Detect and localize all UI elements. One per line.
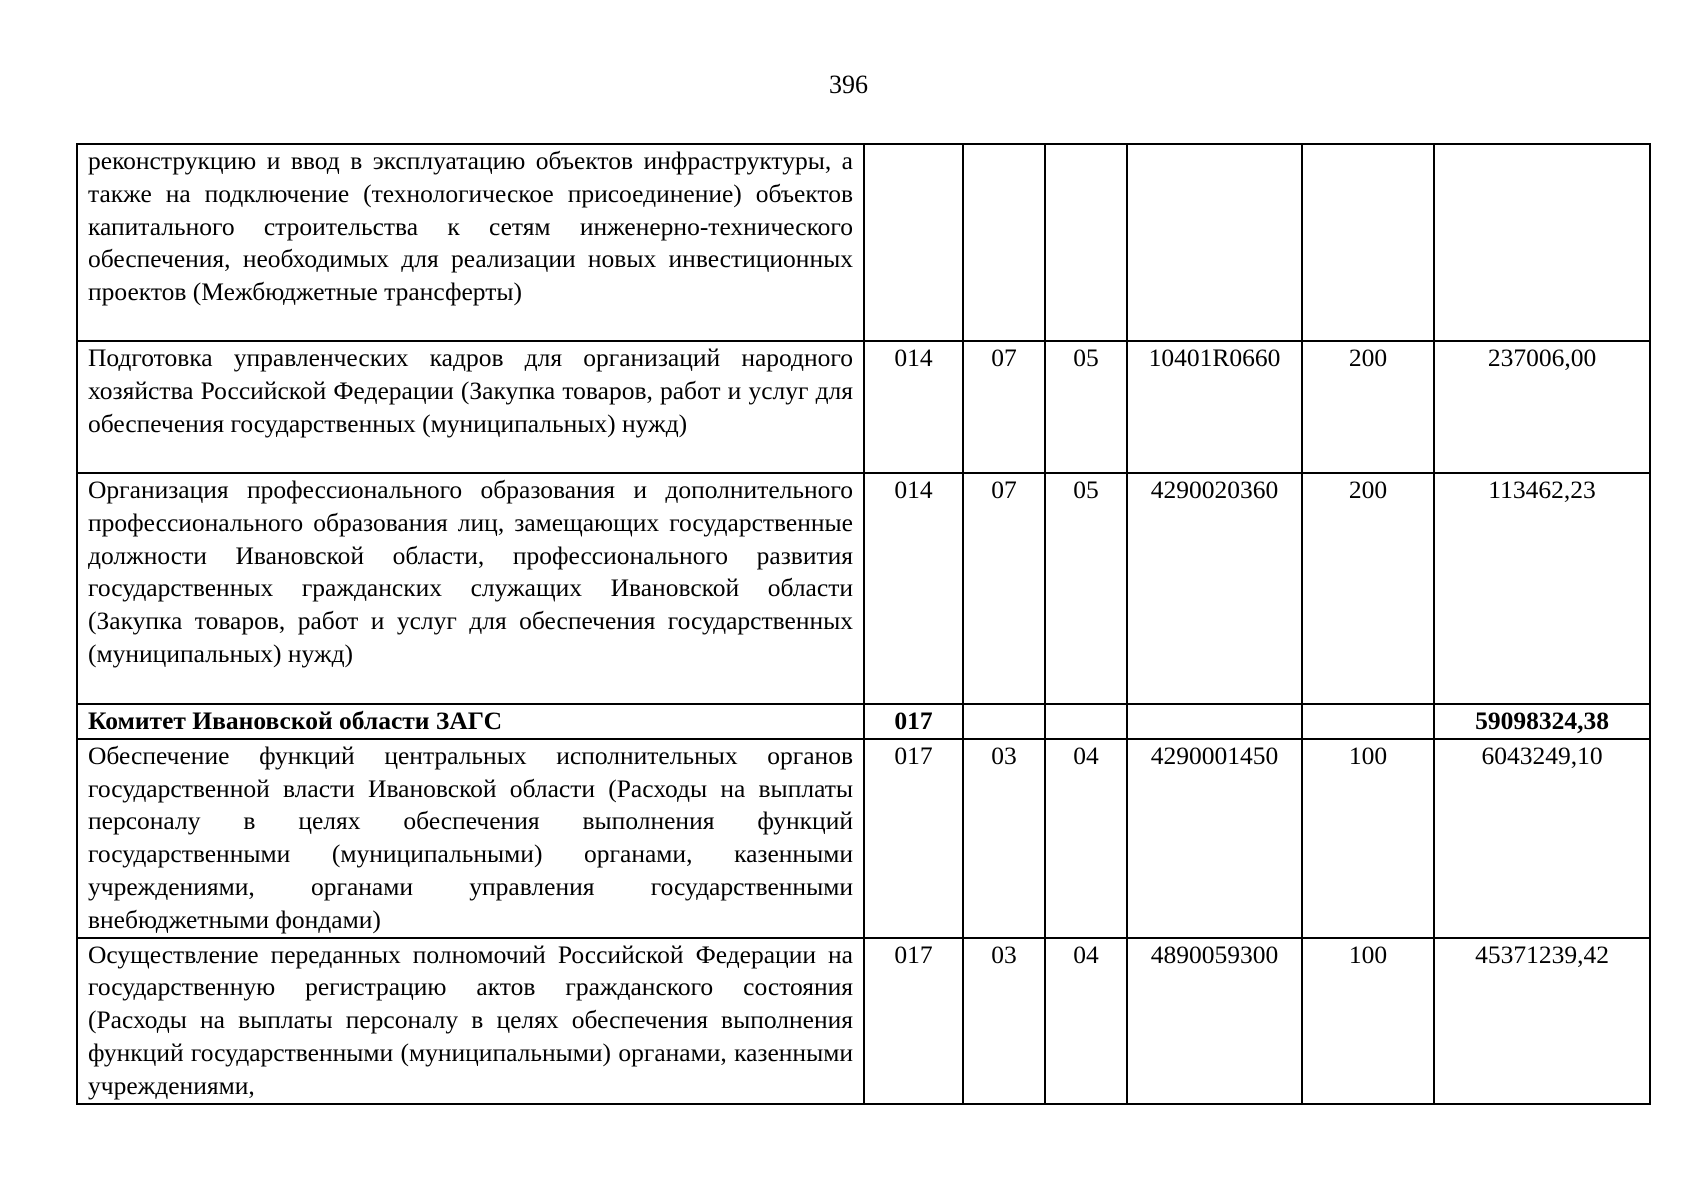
table-row xyxy=(77,938,1650,1104)
page-number: 396 xyxy=(829,70,868,99)
amount: 237006,00 xyxy=(1434,341,1650,473)
row-name: Организация профессионального образования и дополнительного профессионального образования лиц, замещающих государственные должности Ивановской области, профессионального развития государственных гражданских служащих Ивановской области (Закупка товаров, работ и услуг для обеспечения государственных (муниципальных) нужд) xyxy=(77,473,864,704)
ministry-code xyxy=(864,144,963,341)
row-name: Комитет Ивановской области ЗАГС xyxy=(77,704,864,739)
table-row xyxy=(77,739,1650,938)
expense-type-code: 200 xyxy=(1302,473,1434,704)
amount: 113462,23 xyxy=(1434,473,1650,704)
expense-type-code: 100 xyxy=(1302,938,1434,1104)
table-row xyxy=(77,144,1650,341)
target-code: 10401R0660 xyxy=(1127,341,1302,473)
table-row xyxy=(77,473,1650,704)
target-code xyxy=(1127,704,1302,739)
amount xyxy=(1434,144,1650,341)
row-name: Осуществление переданных полномочий Российской Федерации на государственную регистрацию актов гражданского состояния (Расходы на выплаты персоналу в целях обеспечения выполнения функций государственными (муниципальными) органами, казенными учреждениями, xyxy=(77,938,864,1104)
target-code: 4890059300 xyxy=(1127,938,1302,1104)
ministry-code: 014 xyxy=(864,473,963,704)
target-code: 4290020360 xyxy=(1127,473,1302,704)
amount: 45371239,42 xyxy=(1434,938,1650,1104)
row-name: реконструкцию и ввод в эксплуатацию объектов инфраструктуры, а также на подключение (технологическое присоединение) объектов капитального строительства к сетям инженерно-технического обеспечения, необходимых для реализации новых инвестиционных проектов (Межбюджетные трансферты) xyxy=(77,144,864,341)
row-name: Обеспечение функций центральных исполнительных органов государственной власти Ивановской области (Расходы на выплаты персоналу в целях обеспечения выполнения функций государственными (муниципальными) органами, казенными учреждениями, органами управления государственными внебюджетными фондами) xyxy=(77,739,864,938)
section-code xyxy=(963,144,1045,341)
expense-type-code xyxy=(1302,704,1434,739)
subsection-code xyxy=(1045,704,1127,739)
subsection-code xyxy=(1045,144,1127,341)
ministry-code: 017 xyxy=(864,704,963,739)
row-name: Подготовка управленческих кадров для организаций народного хозяйства Российской Федерации (Закупка товаров, работ и услуг для обеспечения государственных (муниципальных) нужд) xyxy=(77,341,864,473)
section-code: 03 xyxy=(963,938,1045,1104)
expense-type-code: 100 xyxy=(1302,739,1434,938)
amount: 59098324,38 xyxy=(1434,704,1650,739)
ministry-code: 017 xyxy=(864,739,963,938)
table-row-section-total xyxy=(77,704,1650,739)
table-row xyxy=(77,341,1650,473)
section-code xyxy=(963,704,1045,739)
amount: 6043249,10 xyxy=(1434,739,1650,938)
section-code: 03 xyxy=(963,739,1045,938)
ministry-code: 017 xyxy=(864,938,963,1104)
expense-type-code: 200 xyxy=(1302,341,1434,473)
expense-type-code xyxy=(1302,144,1434,341)
target-code: 4290001450 xyxy=(1127,739,1302,938)
subsection-code: 04 xyxy=(1045,739,1127,938)
ministry-code: 014 xyxy=(864,341,963,473)
target-code xyxy=(1127,144,1302,341)
subsection-code: 05 xyxy=(1045,341,1127,473)
section-code: 07 xyxy=(963,473,1045,704)
subsection-code: 04 xyxy=(1045,938,1127,1104)
subsection-code: 05 xyxy=(1045,473,1127,704)
section-code: 07 xyxy=(963,341,1045,473)
budget-table xyxy=(76,143,1651,1105)
